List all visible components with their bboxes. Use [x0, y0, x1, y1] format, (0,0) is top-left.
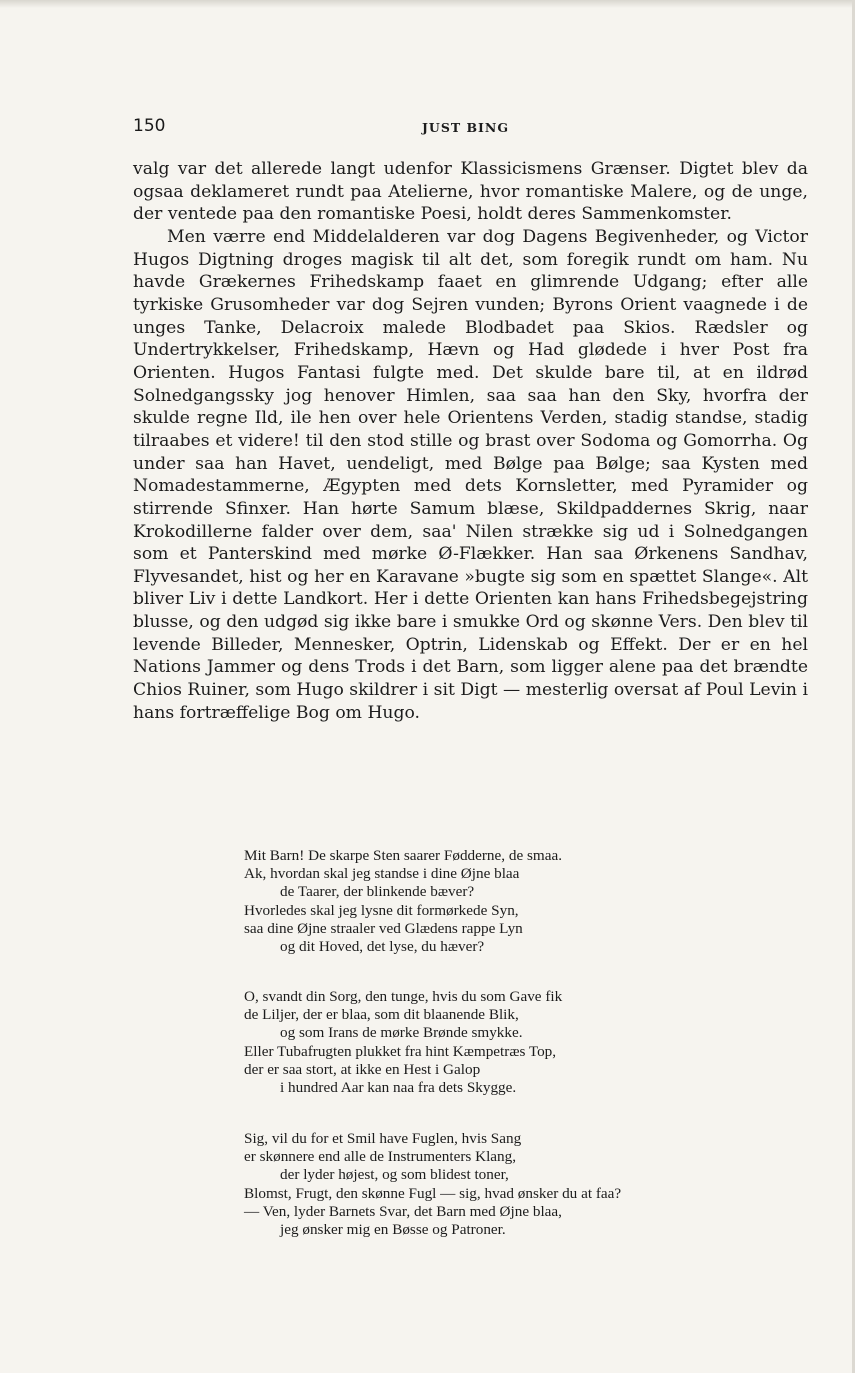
poem-line: de Liljer, der er blaa, som dit blaanende Blik, — [244, 1006, 519, 1024]
poem-line: saa dine Øjne straaler ved Glædens rappe Lyn — [244, 919, 523, 937]
poem-line: de Taarer, der blinkende bæver? — [280, 883, 475, 901]
poem-line: Hvorledes skal jeg lysne dit formørkede Syn, — [244, 901, 519, 919]
page-header — [133, 116, 808, 140]
poem-line: i hundred Aar kan naa fra dets Skygge. — [280, 1079, 517, 1097]
poem-line: Ak, hvordan skal jeg standse i dine Øjne blaa — [244, 865, 520, 883]
poem-stanza — [244, 1130, 621, 1239]
poem-line: og som Irans de mørke Brønde smykke. — [280, 1024, 523, 1042]
page-top-shadow — [0, 0, 855, 8]
page-number: 150 — [133, 116, 166, 136]
poem-line: og dit Hoved, det lyse, du hæver? — [280, 938, 485, 956]
poem-line: — Ven, lyder Barnets Svar, det Barn med Øjne blaa, — [244, 1202, 562, 1220]
prose-paragraph: valg var det allerede langt udenfor Klassicismens Grænser. Digtet blev da ogsaa deklameret rundt paa Atelierne, hvor romantiske Malere, og de unge, der ventede paa den romantiske Poesi, holdt deres Sammenkomster. — [133, 159, 808, 225]
poem-line: Mit Barn! De skarpe Sten saarer Fødderne, de smaa. — [244, 847, 562, 864]
poem-line: Sig, vil du for et Smil have Fuglen, hvis Sang — [244, 1130, 522, 1147]
prose-paragraph: Men værre end Middelalderen var dog Dagens Begivenheder, og Victor Hugos Digtning droges magisk til alt det, som foregik rundt om ham. Nu havde Grækernes Frihedskamp faaet en glimrende Udgang; efter alle tyrkiske Grusomheder var dog Sejren vunden; Byrons Orient vaagnede i de unges Tanke, Delacroix malede Blodbadet paa Skios. Rædsler og Undertrykkelser, Frihedskamp, Hævn og Had glødede i hver Post fra Orienten. Hugos Fantasi fulgte med. Det skulde bare til, at en ildrød Solnedgangssky jog henover Himlen, saa saa han den Sky, hvorfra der skulde regne Ild, ile hen over hele Orientens Verden, stadig standse, stadig tilraabes et videre! til den stod stille og brast over Sodoma og Gomorrha. Og under saa han Havet, uendeligt, med Bølge paa Bølge; saa Kysten med Nomadestammerne, Ægypten med dets Kornsletter, med Pyramider og stirrende Sfinxer. Han hørte Samum blæse, Skildpaddernes Skrig, naar Krokodillerne falder over dem, saa' Nilen strække sig ud i Solnedgangen som et Panterskind med mørke Ø-Flækker. Han saa Ørkenens Sandhav, Flyvesandet, hist og her en Karavane »bugte sig som en spættet Slange«. Alt bliver Liv i dette Landkort. Her i dette Orienten kan hans Frihedsbegejstring blusse, og den udgød sig ikke bare i smukke Ord og skønne Vers. Den blev til levende Billeder, Mennesker, Optrin, Lidenskab og Effekt. Der er en hel Nations Jammer og dens Trods i det Barn, som ligger alene paa det brændte Chios Ruiner, som Hugo skildrer i sit Digt — mesterlig oversat af Poul Levin i hans fortræffelige Bog om Hugo. — [133, 226, 808, 723]
poem-line: er skønnere end alle de Instrumenters Klang, — [244, 1148, 517, 1166]
poem-line: jeg ønsker mig en Bøsse og Patroner. — [280, 1221, 506, 1239]
poem-stanza — [244, 988, 562, 1097]
prose-body — [133, 158, 808, 724]
poem-line: der er saa stort, at ikke en Hest i Galop — [244, 1060, 481, 1078]
poem-line: der lyder højest, og som blidest toner, — [280, 1166, 509, 1184]
poem-line: O, svandt din Sorg, den tunge, hvis du som Gave fik — [244, 988, 563, 1005]
running-head: JUST BING — [422, 120, 510, 135]
poem-line: Blomst, Frugt, den skønne Fugl — sig, hvad ønsker du at faa? — [244, 1184, 622, 1202]
poem-stanza — [244, 847, 562, 956]
poem-line: Eller Tubafrugten plukket fra hint Kæmpetræs Top, — [244, 1042, 557, 1060]
